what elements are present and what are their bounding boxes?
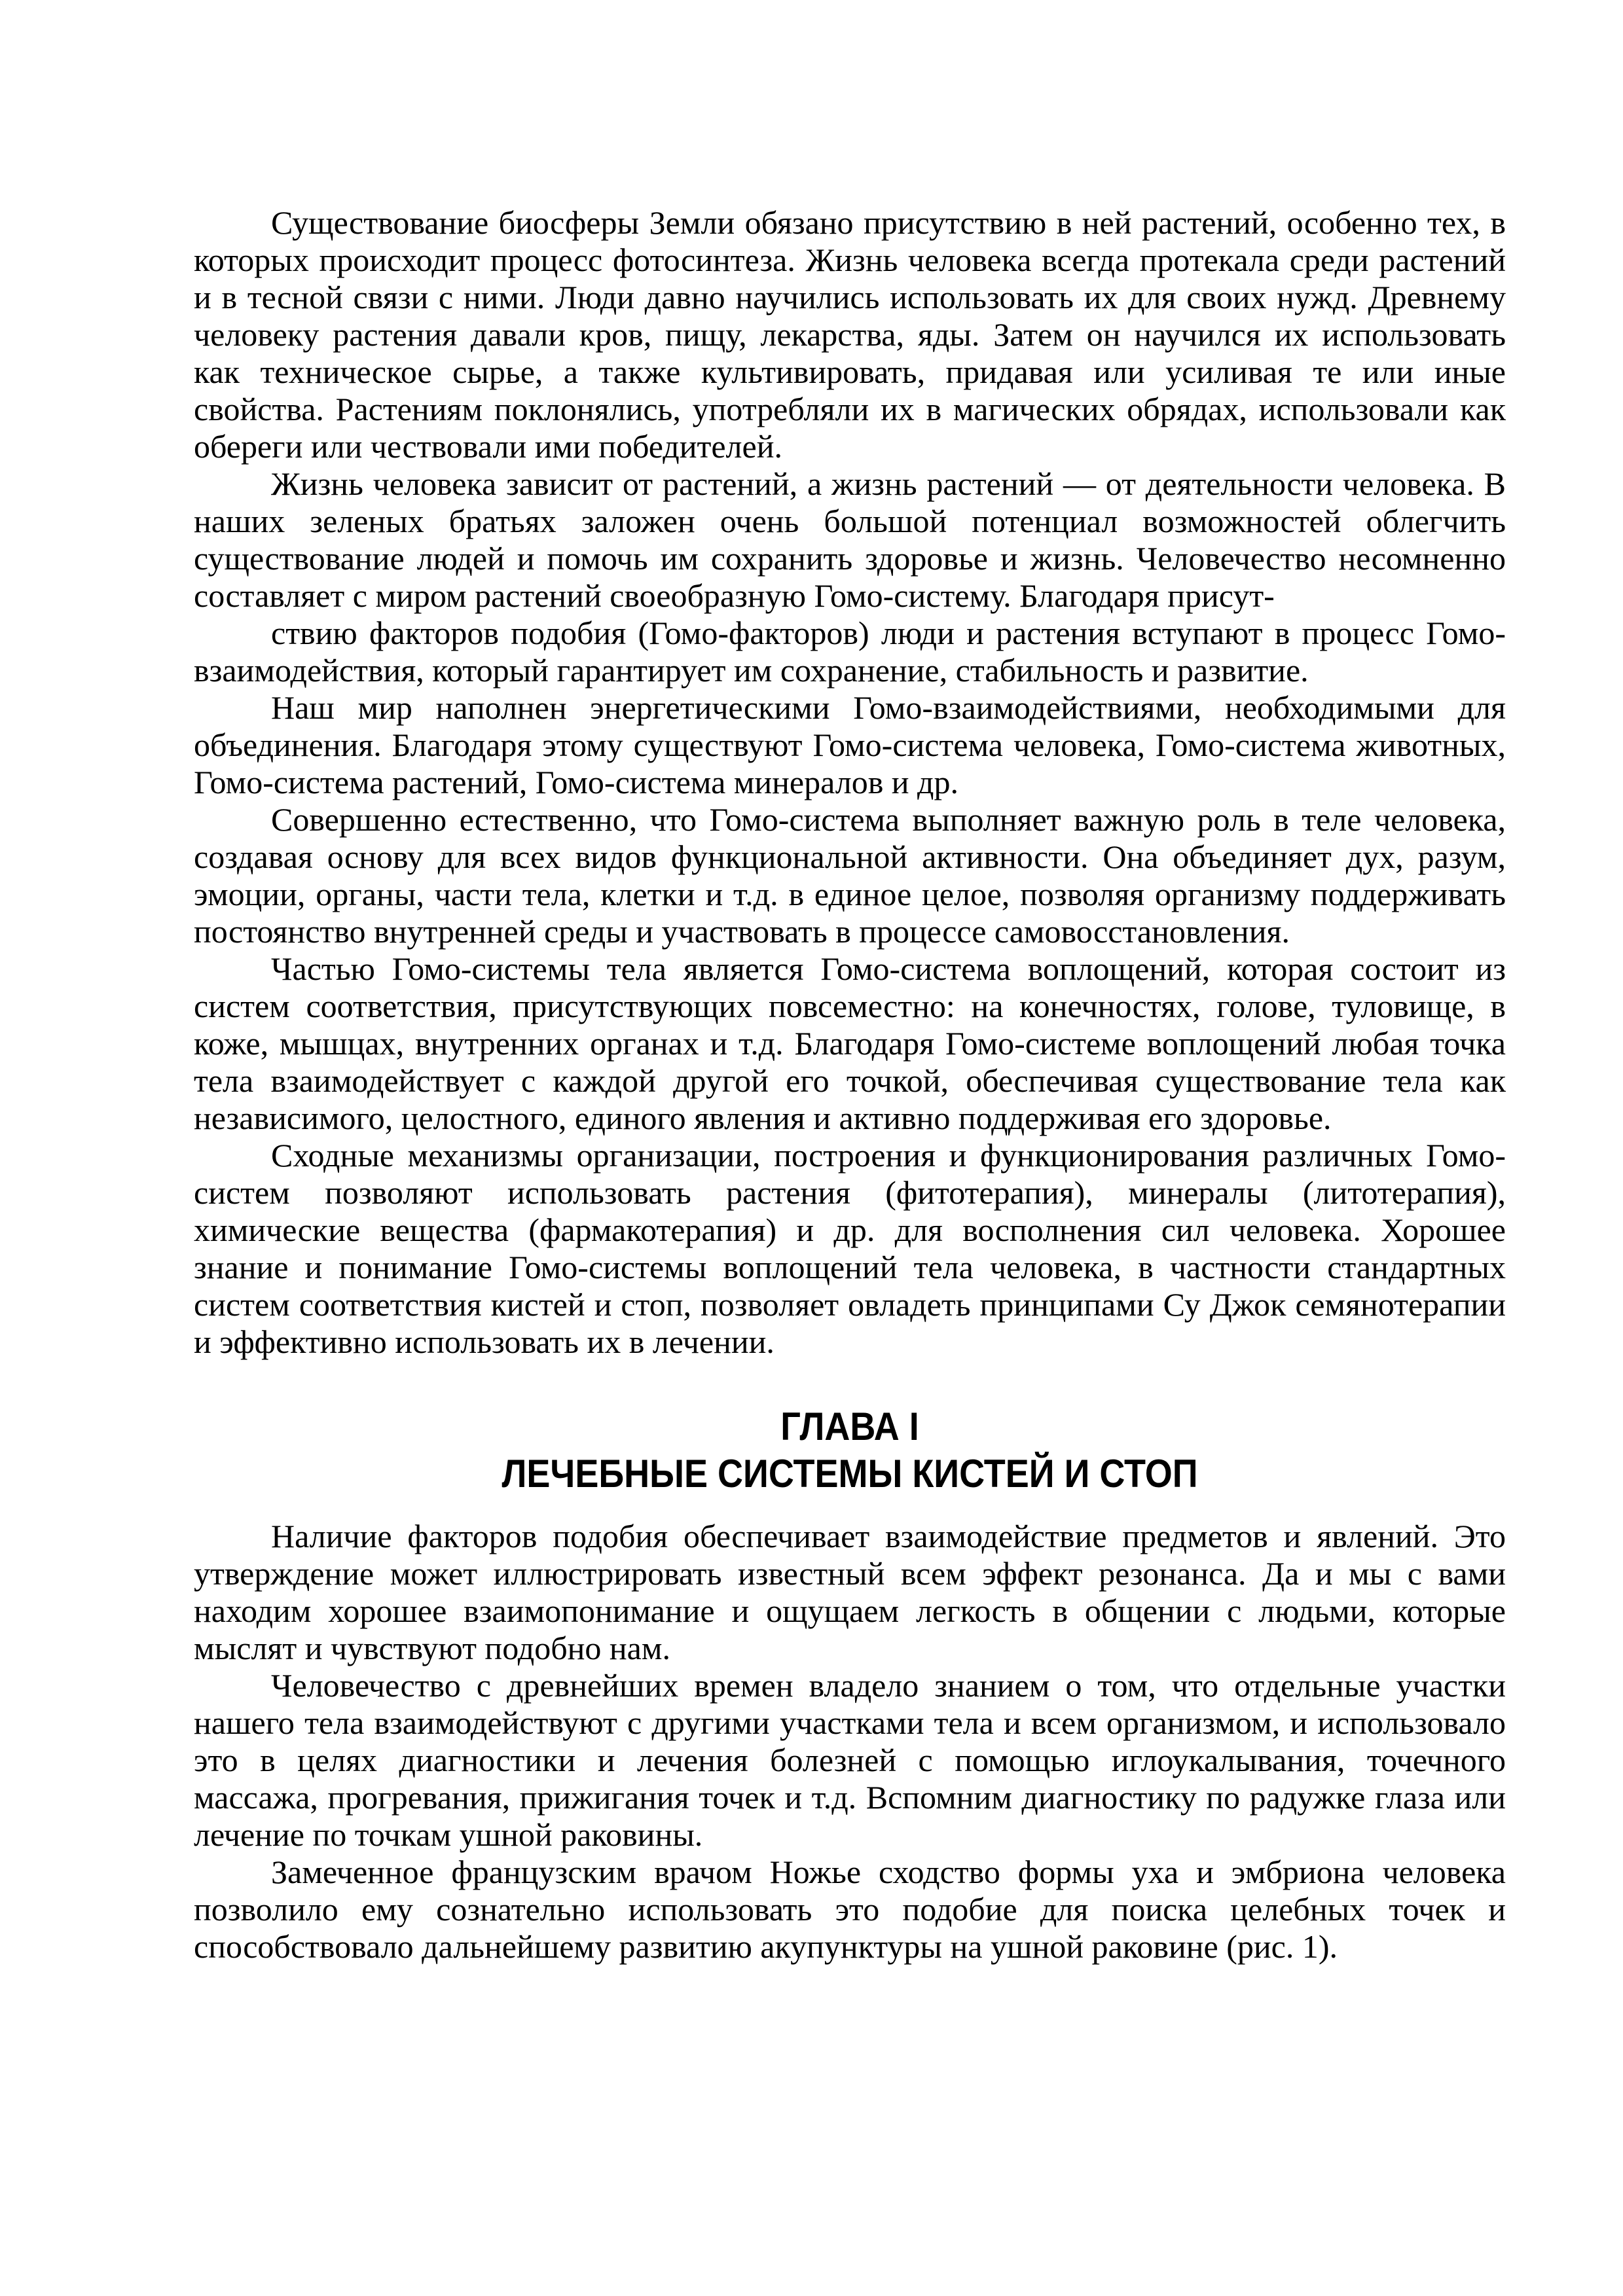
text-line: создавая основу для всех видов функциональной активности. Она объединяет дух, разум, <box>194 838 1506 875</box>
paragraph <box>194 689 1506 801</box>
text-line: взаимодействия, который гарантирует им сохранение, стабильность и развитие. <box>194 652 1309 689</box>
text-line: Частью Гомо-системы тела является Гомо-система воплощений, которая состоит из <box>271 950 1506 987</box>
text-line: систем соответствия кистей и стоп, позволяет овладеть принципами Су Джок семянотерапии <box>194 1286 1506 1323</box>
text-line: знание и понимание Гомо-системы воплощений тела человека, в частности стандартных <box>194 1249 1506 1285</box>
text-line: тела взаимодействует с каждой другой его точкой, обеспечивая существование тела как <box>194 1062 1506 1099</box>
paragraph <box>194 1518 1506 1667</box>
chapter-text <box>194 1518 1506 1965</box>
text-line: человеку растения давали кров, пищу, лекарства, яды. Затем он научился их использовать <box>194 316 1506 353</box>
text-line: которых происходит процесс фотосинтеза. Жизнь человека всегда протекала среди растений <box>194 242 1506 278</box>
text-line: лечение по точкам ушной раковины. <box>194 1816 703 1853</box>
chapter-number: ГЛАВА I <box>780 1405 919 1448</box>
paragraph <box>194 1854 1506 1965</box>
text-line: свойства. Растениям поклонялись, употребляли их в магических обрядах, использовали как <box>194 391 1506 427</box>
text-line: мыслят и чувствуют подобно нам. <box>194 1630 670 1666</box>
paragraph <box>194 1667 1506 1854</box>
text-line: как техническое сырье, а также культивировать, придавая или усиливая те или иные <box>194 353 1506 390</box>
text-line: Человечество с древнейших времен владело знанием о том, что отдельные участки <box>271 1667 1506 1704</box>
text-line: Сходные механизмы организации, построения и функционирования различных Гомо- <box>271 1137 1506 1174</box>
paragraph <box>194 1137 1506 1361</box>
text-line: обереги или чествовали ими победителей. <box>194 428 782 465</box>
text-line: Наш мир наполнен энергетическими Гомо-взаимодействиями, необходимыми для <box>271 689 1506 726</box>
text-line: Существование биосферы Земли обязано присутствию в ней растений, особенно тех, в <box>271 204 1506 241</box>
text-line: систем соответствия, присутствующих повсеместно: на конечностях, голове, туловище, в <box>194 988 1506 1024</box>
text-line: Наличие факторов подобия обеспечивает взаимодействие предметов и явлений. Это <box>271 1518 1506 1554</box>
text-line: существование людей и помочь им сохранить здоровье и жизнь. Человечество несомненно <box>194 540 1506 577</box>
text-line: находим хорошее взаимопонимание и ощущаем легкость в общении с людьми, которые <box>194 1592 1506 1629</box>
text-line: это в целях диагностики и лечения болезней с помощью иглоукалывания, точечного <box>194 1742 1506 1778</box>
text-line: составляет с миром растений своеобразную Гомо-систему. Благодаря присут- <box>194 577 1275 614</box>
paragraph <box>194 615 1506 689</box>
text-line: постоянство внутренней среды и участвовать в процессе самовосстановления. <box>194 913 1290 950</box>
text-line: независимого, целостного, единого явления и активно поддерживая его здоровье. <box>194 1100 1332 1136</box>
text-line: и эффективно использовать их в лечении. <box>194 1323 775 1360</box>
text-line: ствию факторов подобия (Гомо-факторов) люди и растения вступают в процесс Гомо- <box>271 615 1506 651</box>
text-line: и в тесной связи с ними. Люди давно научились использовать их для своих нужд. Древнему <box>194 279 1506 315</box>
text-line: массажа, прогревания, прижигания точек и т.д. Вспомним диагностику по радужке глаза или <box>194 1779 1506 1816</box>
paragraph <box>194 204 1506 465</box>
text-line: позволило ему сознательно использовать это подобие для поиска целебных точек и <box>194 1891 1506 1928</box>
text-line: эмоции, органы, части тела, клетки и т.д. в единое целое, позволяя организму поддерживать <box>194 876 1506 912</box>
text-line: коже, мышцах, внутренних органах и т.д. Благодаря Гомо-системе воплощений любая точка <box>194 1025 1506 1062</box>
paragraph <box>194 801 1506 950</box>
text-line: нашего тела взаимодействуют с другими участками тела и всем организмом, и использовало <box>194 1704 1506 1741</box>
text-line: систем позволяют использовать растения (фитотерапия), минералы (литотерапия), <box>194 1174 1506 1211</box>
paragraph <box>194 950 1506 1137</box>
intro-text <box>194 204 1506 1361</box>
text-line: Замеченное французским врачом Ножье сходство формы уха и эмбриона человека <box>271 1854 1506 1890</box>
text-line: Жизнь человека зависит от растений, а жизнь растений — от деятельности человека. В <box>271 465 1506 502</box>
text-line: утверждение может иллюстрировать известный всем эффект резонанса. Да и мы с вами <box>194 1555 1506 1592</box>
text-line: объединения. Благодаря этому существуют Гомо-система человека, Гомо-система животных, <box>194 726 1506 763</box>
paragraph <box>194 465 1506 615</box>
text-line: способствовало дальнейшему развитию акупунктуры на ушной раковине (рис. 1). <box>194 1928 1338 1965</box>
chapter-title: ЛЕЧЕБНЫЕ СИСТЕМЫ КИСТЕЙ И СТОП <box>501 1452 1198 1496</box>
text-line: Гомо-система растений, Гомо-система минералов и др. <box>194 764 958 800</box>
text-line: химические вещества (фармакотерапия) и др. для восполнения сил человека. Хорошее <box>194 1211 1506 1248</box>
text-line: Совершенно естественно, что Гомо-система выполняет важную роль в теле человека, <box>271 801 1506 838</box>
text-line: наших зеленых братьях заложен очень большой потенциал возможностей облегчить <box>194 503 1506 539</box>
